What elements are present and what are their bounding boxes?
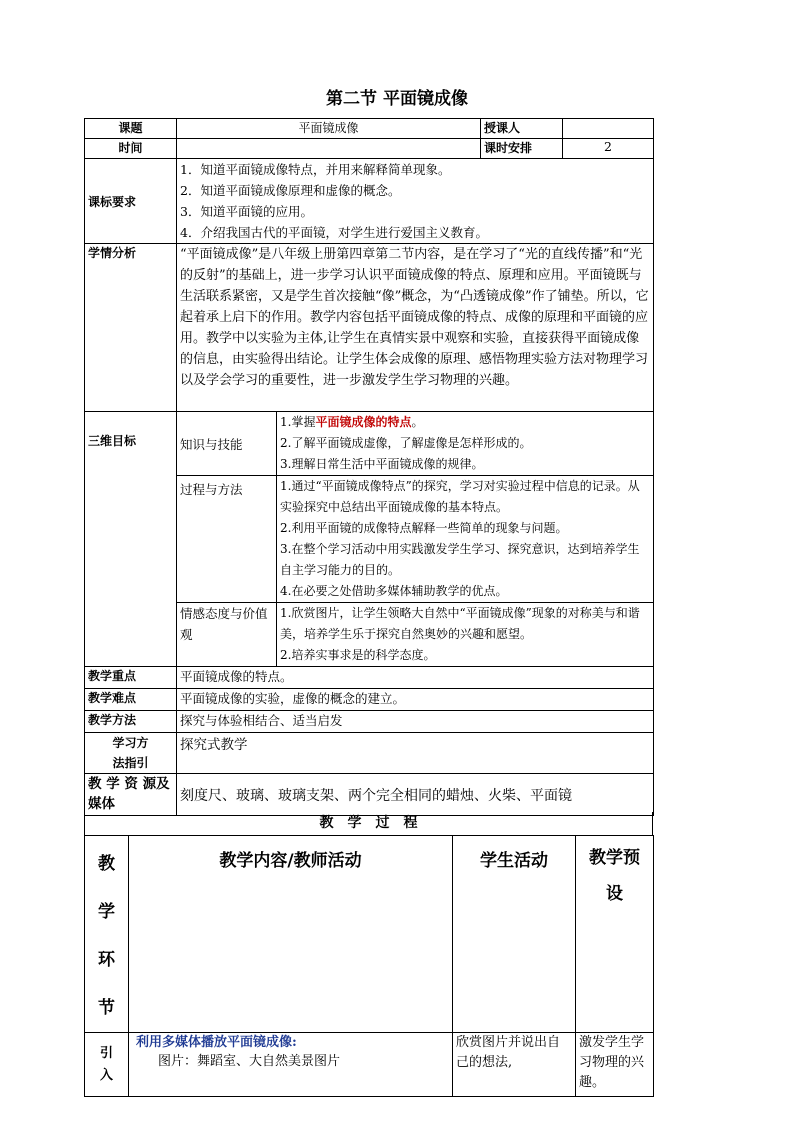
process-2: 2.利用平面镜的成像特点解释一些简单的现象与问题。 xyxy=(280,521,568,535)
standard-item: 3．知道平面镜的应用。 xyxy=(180,204,313,219)
knowledge-cell xyxy=(277,412,654,476)
intro-label: 引 入 xyxy=(85,1033,129,1097)
knowledge-1-highlight: 平面镜成像的特点 xyxy=(315,415,412,429)
intro-preset: 激发学生学习物理的兴趣。 xyxy=(576,1033,654,1097)
teaching-process-table xyxy=(84,835,654,1097)
goals-label: 三维目标 xyxy=(85,412,177,667)
knowledge-1-suffix: 。 xyxy=(411,415,424,429)
standard-item: 4．介绍我国古代的平面镜，对学生进行爱国主义教育。 xyxy=(180,225,488,240)
knowledge-1-prefix: 1.掌握 xyxy=(280,415,316,429)
topic-label: 课题 xyxy=(85,119,177,139)
analysis-label: 学情分析 xyxy=(85,244,177,412)
emotion-2: 2.培养实事求是的科学态度。 xyxy=(280,648,436,662)
standard-item: 2．知道平面镜成像原理和虚像的概念。 xyxy=(180,183,401,198)
hours-value: 2 xyxy=(563,139,654,159)
intro-student: 欣赏图片并说出自己的想法, xyxy=(453,1033,576,1097)
process-col-student: 学生活动 xyxy=(453,836,576,1033)
guide-value: 探究式教学 xyxy=(177,733,654,774)
standard-item: 1．知道平面镜成像特点，并用来解释简单现象。 xyxy=(180,162,451,177)
lesson-plan-table xyxy=(84,118,654,816)
method-value: 探究与体验相结合、适当启发 xyxy=(177,711,654,733)
key-value: 平面镜成像的特点。 xyxy=(177,667,654,689)
emotion-cell xyxy=(277,603,654,667)
process-3: 3.在整个学习活动中用实践激发学生学习、探究意识，达到培养学生自主学习能力的目的。 xyxy=(280,542,640,577)
emotion-1: 1.欣赏图片，让学生领略大自然中“平面镜成像”现象的对称美与和谐美，培养学生乐于探究自然奥妙的兴趣和愿望。 xyxy=(280,606,640,641)
process-col-content: 教学内容/教师活动 xyxy=(129,836,453,1033)
page-title: 第二节 平面镜成像 xyxy=(326,89,468,109)
analysis-text: “平面镜成像”是八年级上册第四章第二节内容，是在学习了“光的直线传播”和“光的反射”的基础上，进一步学习认识平面镜成像的特点、原理和应用。平面镜既与生活联系紧密，又是学生首次接触“像”概念，为“凸透镜成像”作了铺垫。所以，它起着承上启下的作用。教学内容包括平面镜成像的特点、成像的原理和平面镜的应用。教学中以实验为主体,让学生在真情实景中观察和实验，直接获得平面镜成像的信息，由实验得出结论。让学生体会成像的原理、感悟物理实验方法对物理学习以及学会学习的重要性，进一步激发学生学习物理的兴趣。 xyxy=(177,244,654,412)
teacher-value xyxy=(563,119,654,139)
resource-label: 教 学 资 源及媒体 xyxy=(85,774,177,816)
intro-content-detail: 图片：舞蹈室、大自然美景图片 xyxy=(158,1054,341,1069)
knowledge-2: 2.了解平面镜成虚像，了解虚像是怎样形成的。 xyxy=(280,436,532,450)
process-4: 4.在必要之处借助多媒体辅助教学的优点。 xyxy=(280,584,508,598)
standards-label: 课标要求 xyxy=(85,159,177,244)
difficult-label: 教学难点 xyxy=(85,689,177,711)
process-col-preset: 教学预 设 xyxy=(576,836,654,1033)
emotion-label: 情感态度与价值观 xyxy=(177,603,277,667)
knowledge-label: 知识与技能 xyxy=(177,412,277,476)
process-cell xyxy=(277,476,654,603)
knowledge-3: 3.理解日常生活中平面镜成像的规律。 xyxy=(280,457,484,471)
resource-value: 刻度尺、玻璃、玻璃支架、两个完全相同的蜡烛、火柴、平面镜 xyxy=(177,774,654,816)
standards-list xyxy=(177,159,654,244)
difficult-value: 平面镜成像的实验，虚像的概念的建立。 xyxy=(177,689,654,711)
hours-label: 课时安排 xyxy=(481,139,563,159)
time-label: 时间 xyxy=(85,139,177,159)
key-label: 教学重点 xyxy=(85,667,177,689)
topic-value: 平面镜成像 xyxy=(177,119,481,139)
intro-content-heading: 利用多媒体播放平面镜成像: xyxy=(136,1035,297,1050)
guide-label: 学习方 法指引 xyxy=(85,733,177,774)
time-value xyxy=(177,139,481,159)
teacher-label: 授课人 xyxy=(481,119,563,139)
process-header: 教 学 过 程 xyxy=(84,812,653,835)
method-label: 教学方法 xyxy=(85,711,177,733)
process-label: 过程与方法 xyxy=(177,476,277,603)
process-1: 1.通过“平面镜成像特点”的探究，学习对实验过程中信息的记录。从实验探究中总结出平面镜成像的基本特点。 xyxy=(280,479,640,514)
process-col-section: 教 学 环 节 xyxy=(85,836,129,1033)
intro-content xyxy=(129,1033,453,1097)
